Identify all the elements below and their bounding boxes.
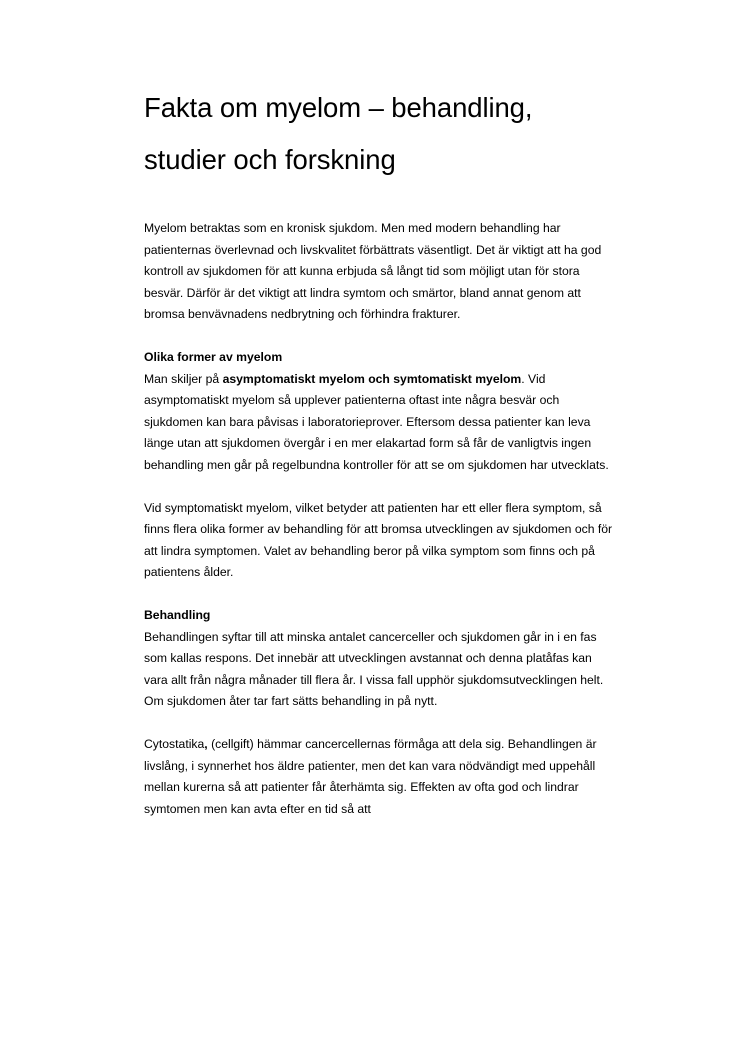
cytostatika-suffix: (cellgift) hämmar cancercellernas förmåga att dela sig. Behandlingen är livslång, i synnerhet hos äldre patienter, men det kan vara nödvändigt med uppehåll mellan kurerna så att patienter får återhämta sig. Effekten av ofta god och lindrar symtomen men kan avta efter en tid så att: [144, 737, 597, 816]
title-line-2: studier och forskning: [144, 144, 396, 175]
treatment-paragraph: Behandlingen syftar till att minska antalet cancerceller och sjukdomen går in i en fas som kallas respons. Det innebär att utvecklingen avstannat och denna platåfas kan vara allt från några månader till flera år. I vissa fall upphör sjukdomsutvecklingen helt. Om sjukdomen åter tar fart sätts behandling in på nytt.: [144, 629, 604, 708]
section-forms: [144, 347, 614, 476]
section-heading-forms: Olika former av myelom: [144, 350, 283, 364]
section-heading-treatment: Behandling: [144, 608, 211, 622]
symptomatic-paragraph: Vid symptomatiskt myelom, vilket betyder att patienten har ett eller flera symptom, så finns flera olika former av behandling för att bromsa utvecklingen av sjukdomen och för att lindra symptomen. Valet av behandling beror på vilka symptom som finns och på patientens ålder.: [144, 500, 613, 579]
document-body: [144, 218, 614, 820]
cytostatika-prefix: Cytostatika: [144, 737, 205, 751]
intro-paragraph: Myelom betraktas som en kronisk sjukdom. Men med modern behandling har patienternas överlevnad och livskvalitet förbättrats väsentligt. Det är viktigt att ha god kontroll av sjukdomen för att kunna erbjuda så långt tid som möjligt utan för stora besvär. Därför är det viktigt att lindra symtom och smärtor, bland annat genom att bromsa benvävnadens nedbrytning och förhindra frakturer.: [144, 221, 602, 321]
forms-paragraph-bold: asymptomatiskt myelom och symtomatiskt myelom: [222, 371, 522, 386]
page-title: [144, 82, 614, 186]
title-line-1: Fakta om myelom – behandling,: [144, 92, 533, 123]
section-treatment: [144, 605, 614, 713]
cytostatika-bold-comma: ,: [204, 737, 208, 751]
cytostatika-paragraph: [144, 734, 614, 820]
forms-paragraph-prefix: Man skiljer på: [144, 371, 223, 386]
document-page: [144, 82, 614, 842]
forms-paragraph-suffix: . Vid asymptomatiskt myelom så upplever patienterna oftast inte några besvär och sjukdomen kan bara påvisas i laboratorieprover. Eftersom dessa patienter kan leva länge utan att sjukdomen övergår i en mer elakartad form så får de vanligtvis ingen behandling men går på regelbundna kontroller för att se om sjukdomen har utvecklats.: [144, 371, 609, 472]
